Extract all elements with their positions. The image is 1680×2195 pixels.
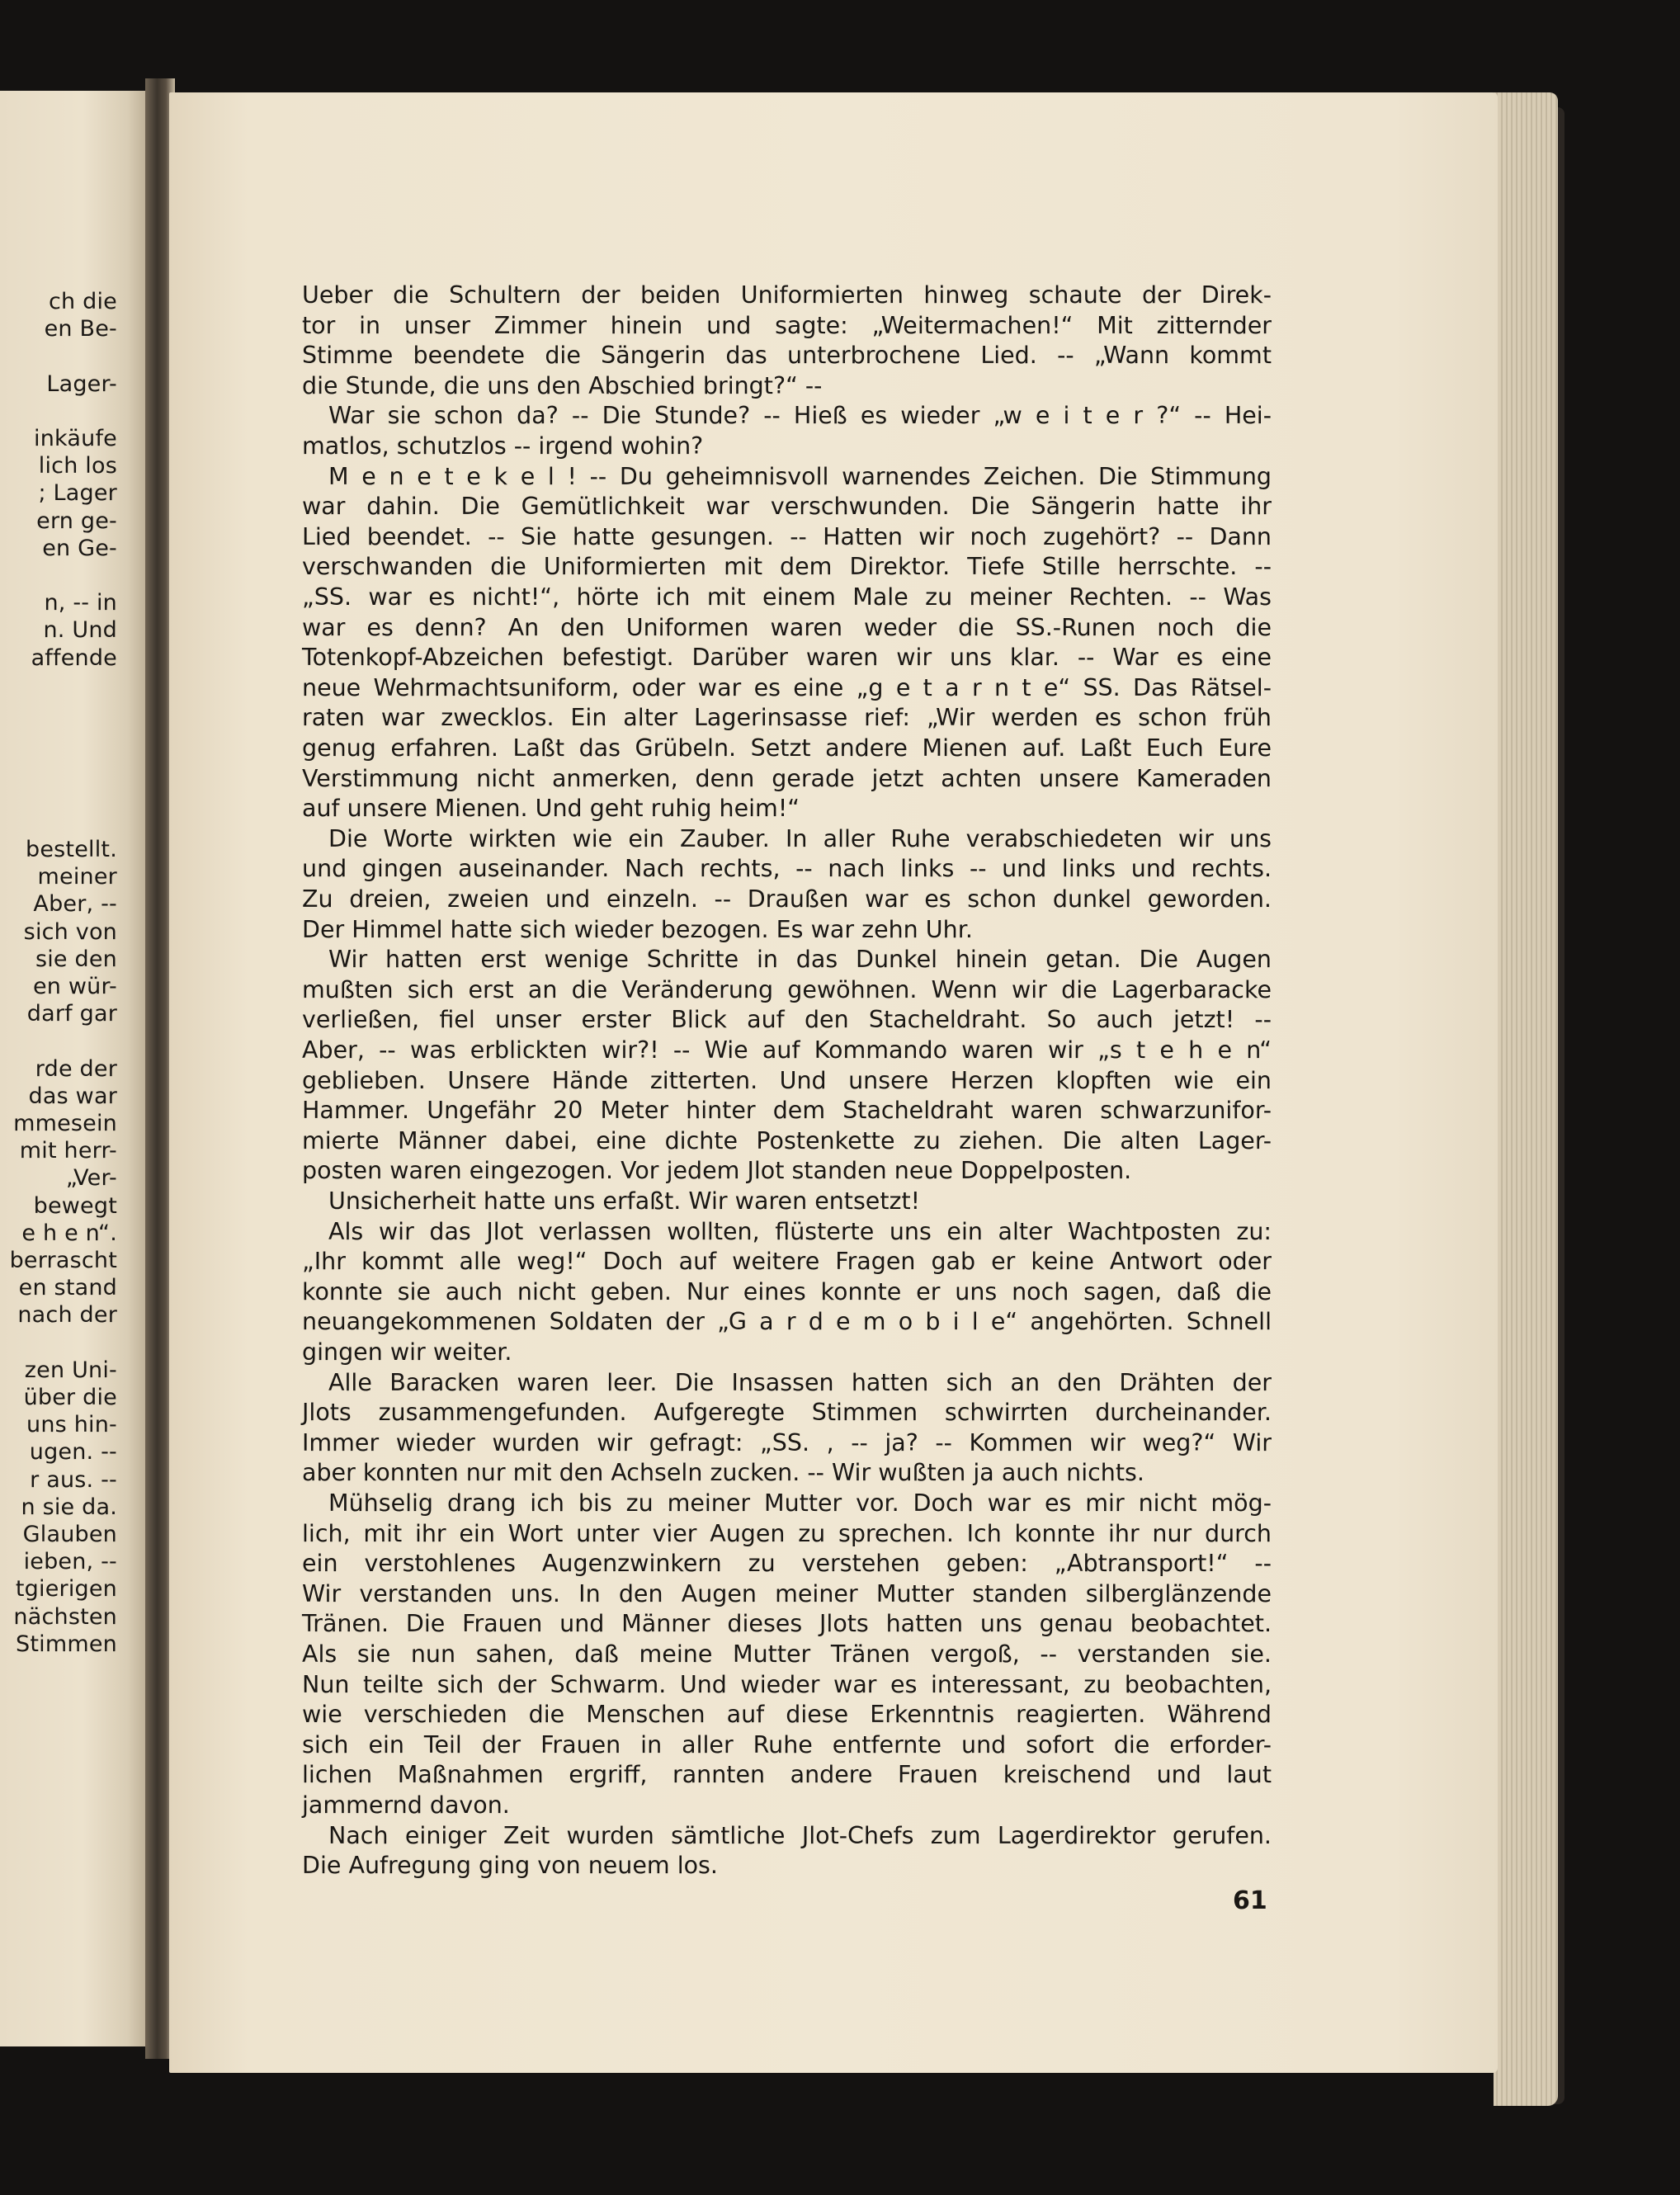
page-number: 61 (1233, 1886, 1267, 1915)
text-line: Als sie nun sahen, daß meine Mutter Tränen vergoß, -- verstanden sie. (302, 1640, 1272, 1668)
text-line: matlos, schutzlos -- irgend wohin? (302, 432, 704, 460)
text-line: und gingen auseinander. Nach rechts, -- nach links -- und links und rechts. (302, 855, 1272, 883)
text-line: lichen Maßnahmen ergriff, rannten andere Frauen kreischend und laut (302, 1761, 1272, 1789)
text-line: Hammer. Ungefähr 20 Meter hinter dem Stacheldraht waren schwarzunifor- (302, 1097, 1272, 1125)
left-text-fragment: meiner (37, 864, 117, 890)
left-text-fragment: das war (28, 1083, 117, 1109)
text-line: konnte sie auch nicht geben. Nur eines konnte er uns noch sagen, daß die (302, 1277, 1272, 1305)
text-line: war dahin. Die Gemütlichkeit war verschwunden. Die Sängerin hatte ihr (302, 493, 1272, 521)
text-line: ein verstohlenes Augenzwinkern zu verstehen geben: „Abtransport!“ -- (302, 1550, 1272, 1578)
left-text-fragment: ; Lager (38, 480, 117, 507)
left-text-fragment: n, -- in (44, 590, 117, 616)
text-line: Alle Baracken waren leer. Die Insassen hatten sich an den Drähten der (328, 1368, 1272, 1396)
text-line: jammernd davon. (302, 1791, 510, 1819)
left-text-fragment: affende (31, 644, 117, 671)
text-line: gingen wir weiter. (302, 1338, 512, 1366)
left-text-fragment: nach der (17, 1302, 117, 1329)
left-text-fragment: darf gar (26, 1001, 117, 1027)
text-line: neue Wehrmachtsuniform, oder war es eine „g e t a r n t e“ SS. Das Rätsel- (302, 673, 1272, 701)
left-text-fragment: bestellt. (26, 837, 117, 862)
left-text-fragment: Stimmen (16, 1631, 117, 1657)
left-text-fragment: ugen. -- (29, 1439, 117, 1466)
text-line: wie verschieden die Menschen auf diese Erkenntnis reagierten. Während (302, 1701, 1272, 1729)
left-text-fragment: sie den (35, 946, 117, 972)
text-line: verschwanden die Uniformierten mit dem Direktor. Tiefe Stille herrschte. -- (302, 553, 1272, 581)
text-line: „Ihr kommt alle weg!“ Doch auf weitere Fragen gab er keine Antwort oder (302, 1248, 1272, 1276)
text-line: mierte Männer dabei, eine dichte Postenkette zu ziehen. Die alten Lager- (302, 1126, 1272, 1154)
text-line: War sie schon da? -- Die Stunde? -- Hieß es wieder „w e i t e r ?“ -- Hei- (328, 402, 1272, 430)
left-text-fragment: tgierigen (15, 1576, 117, 1603)
text-line: Nun teilte sich der Schwarm. Und wieder war es interessant, zu beobachten, (302, 1670, 1272, 1698)
text-line: Zu dreien, zweien und einzeln. -- Draußen war es schon dunkel geworden. (302, 885, 1272, 913)
left-text-fragment: nächsten (13, 1603, 117, 1630)
left-text-fragment: en wür- (32, 974, 117, 999)
left-text-fragment: inkäufe (34, 426, 117, 451)
text-line: Der Himmel hatte sich wieder bezogen. Es war zehn Uhr. (302, 915, 973, 943)
left-text-fragment: ern ge- (36, 507, 117, 534)
text-line: M e n e t e k e l ! -- Du geheimnisvoll warnendes Zeichen. Die Stimmung (328, 462, 1272, 490)
left-text-fragment: ieben, -- (23, 1549, 117, 1575)
page-edges (1494, 92, 1558, 2106)
left-text-fragment: r aus. -- (30, 1466, 117, 1493)
left-text-fragment: e h e n“. (21, 1220, 117, 1246)
left-text-fragment: Aber, -- (33, 891, 117, 918)
text-line: Die Aufregung ging von neuem los. (302, 1852, 718, 1880)
left-text-fragment: sich von (23, 918, 117, 945)
text-line: Die Worte wirkten wie ein Zauber. In aller Ruhe verabschiedeten wir uns (328, 824, 1272, 852)
text-line: posten waren eingezogen. Vor jedem Jlot standen neue Doppelposten. (302, 1157, 1132, 1185)
text-line: Stimme beendete die Sängerin das unterbrochene Lied. -- „Wann kommt (302, 342, 1272, 370)
left-text-fragment: mit herr- (19, 1138, 117, 1164)
text-line: Mühselig drang ich bis zu meiner Mutter vor. Doch war es mir nicht mög- (328, 1489, 1272, 1517)
text-line: verließen, fiel unser erster Blick auf den Stacheldraht. So auch jetzt! -- (302, 1006, 1272, 1034)
text-line: Wir verstanden uns. In den Augen meiner Mutter standen silberglänzende (302, 1579, 1272, 1607)
text-line: Jlots zusammengefunden. Aufgeregte Stimmen schwirrten durcheinander. (302, 1399, 1272, 1427)
left-text-fragment: en Be- (44, 316, 117, 342)
text-line: Totenkopf-Abzeichen befestigt. Darüber waren wir uns klar. -- War es eine (302, 644, 1272, 672)
text-line: geblieben. Unsere Hände zitterten. Und unsere Herzen klopften wie ein (302, 1066, 1272, 1094)
left-text-fragment: zen Uni- (24, 1357, 117, 1383)
text-line: war es denn? An den Uniformen waren weder die SS.-Runen noch die (302, 613, 1272, 641)
text-line: „SS. war es nicht!“, hörte ich mit einem Male zu meiner Rechten. -- Was (302, 583, 1272, 611)
left-text-fragment: lich los (38, 453, 117, 479)
left-text-fragment: Glauben (22, 1522, 117, 1547)
left-text-fragment: uns hin- (26, 1412, 117, 1438)
text-line: Ueber die Schultern der beiden Uniformierten hinweg schaute der Direk- (302, 281, 1272, 309)
left-text-fragment: Lager- (46, 371, 117, 397)
left-text-fragment: bewegt (33, 1192, 117, 1219)
left-text-fragment: en Ge- (42, 535, 117, 561)
text-line: die Stunde, die uns den Abschied bringt?“ -- (302, 371, 823, 399)
left-text-fragment: „Ver- (65, 1165, 117, 1192)
text-line: mußten sich erst an die Veränderung gewöhnen. Wenn wir die Lagerbaracke (302, 975, 1272, 1003)
left-text-fragment: en stand (18, 1275, 117, 1301)
text-line: sich ein Teil der Frauen in aller Ruhe entfernte und sofort die erforder- (302, 1730, 1272, 1758)
left-text-fragment: mmesein (13, 1111, 117, 1136)
text-line: neuangekommenen Soldaten der „G a r d e m o b i l e“ angehörten. Schnell (302, 1308, 1272, 1336)
left-text-fragment: n. Und (43, 617, 117, 644)
text-line: Verstimmung nicht anmerken, denn gerade jetzt achten unsere Kameraden (302, 764, 1272, 792)
text-line: Tränen. Die Frauen und Männer dieses Jlots hatten uns genau beobachtet. (302, 1610, 1272, 1638)
left-text-fragment: ch die (49, 289, 117, 314)
left-text-fragment: rde der (35, 1055, 117, 1082)
text-line: Aber, -- was erblickten wir?! -- Wie auf Kommando waren wir „s t e h e n“ (302, 1036, 1272, 1064)
left-page (0, 91, 150, 2046)
text-line: Als wir das Jlot verlassen wollten, flüsterte uns ein alter Wachtposten zu: (328, 1217, 1272, 1245)
left-text-fragment: über die (23, 1385, 117, 1410)
text-line: genug erfahren. Laßt das Grübeln. Setzt andere Mienen auf. Laßt Euch Eure (302, 734, 1272, 762)
left-text-fragment: berrascht (9, 1248, 117, 1273)
text-line: lich, mit ihr ein Wort unter vier Augen zu sprechen. Ich konnte ihr nur durch (302, 1519, 1272, 1547)
text-line: tor in unser Zimmer hinein und sagte: „Weitermachen!“ Mit zitternder (302, 311, 1272, 339)
text-line: Immer wieder wurden wir gefragt: „SS. , -- ja? -- Kommen wir weg?“ Wir (302, 1428, 1272, 1456)
text-line: Wir hatten erst wenige Schritte in das Dunkel hinein getan. Die Augen (328, 946, 1272, 974)
text-line: Unsicherheit hatte uns erfaßt. Wir waren entsetzt! (328, 1187, 921, 1215)
text-line: auf unsere Mienen. Und geht ruhig heim!“ (302, 795, 800, 823)
text-line: Lied beendet. -- Sie hatte gesungen. -- Hatten wir noch zugehört? -- Dann (302, 522, 1272, 550)
text-line: raten war zwecklos. Ein alter Lagerinsasse rief: „Wir werden es schon früh (302, 704, 1272, 732)
left-text-fragment: n sie da. (21, 1494, 117, 1520)
text-line: Nach einiger Zeit wurden sämtliche Jlot-Chefs zum Lagerdirektor gerufen. (328, 1821, 1272, 1849)
text-line: aber konnten nur mit den Achseln zucken. -- Wir wußten ja auch nichts. (302, 1459, 1144, 1487)
